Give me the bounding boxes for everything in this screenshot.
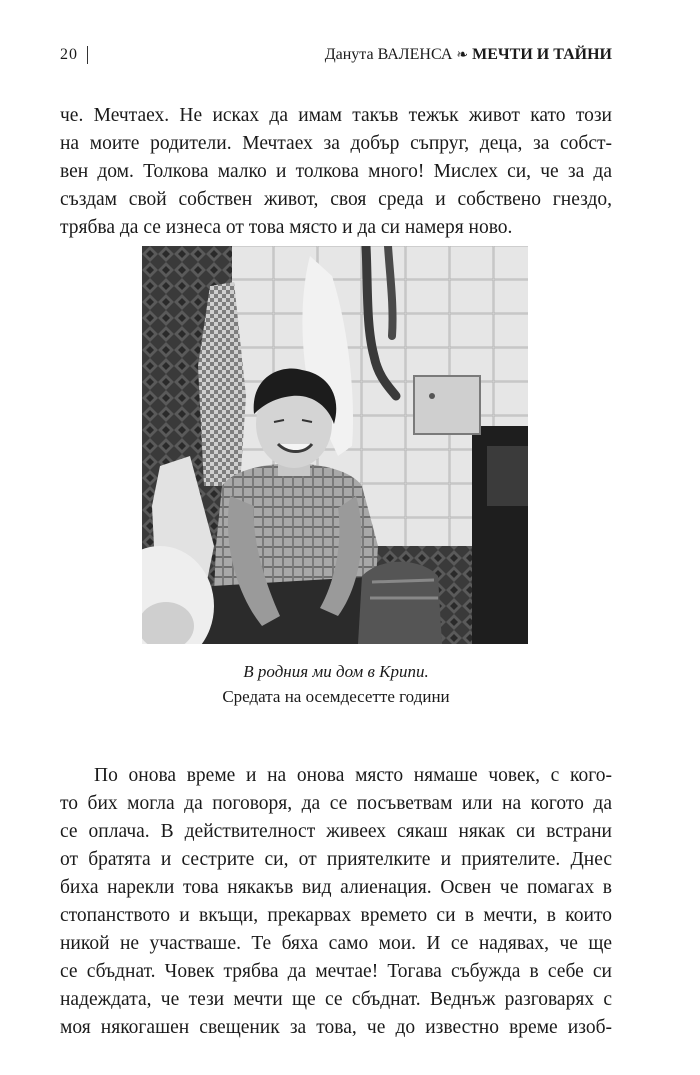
text-line: стопанството и вкъщи, прекарвах времето си в мечти, в които: [60, 905, 612, 926]
paragraph-bottom: [60, 762, 612, 1042]
text-line: от братята и сестрите си, от приятелките и приятелите. Днес: [60, 849, 612, 870]
running-header: [60, 42, 612, 72]
text-line: надеждата, че тези мечти ще се сбъднат. Веднъж разговарях с: [60, 989, 612, 1010]
text-line: По онова време и на онова място нямаше човек, с кого-: [94, 765, 612, 786]
text-line: моя някогашен свещеник за това, че до известно време изоб-: [60, 1017, 612, 1038]
text-line: се оплача. В действителност живеех сякаш някак си встрани: [60, 821, 612, 842]
text-line: то бих могла да поговоря, да се посъветвам или на когото да: [60, 793, 612, 814]
page-number: 20: [60, 46, 78, 63]
text-line: че. Мечтаех. Не исках да имам такъв тежък живот като този: [60, 105, 612, 126]
text-line: трябва да се изнеса от това място и да си намеря ново.: [60, 217, 513, 238]
text-line: на моите родители. Мечтаех за добър съпруг, деца, за собст-: [60, 133, 612, 154]
text-line: вен дом. Толкова малко и толкова много! Мислех си, че за да: [60, 161, 612, 182]
paragraph-top: [60, 102, 612, 242]
text-line: никой не участваше. Те бяха само мои. И се надявах, че ще: [60, 933, 612, 954]
running-head: [325, 46, 612, 64]
photograph: [142, 246, 528, 644]
book-title: МЕЧТИ И ТАЙНИ: [472, 46, 612, 63]
author-name: Данута ВАЛЕНСА: [324, 46, 453, 63]
header-divider: [87, 46, 88, 64]
text-line: създам свой собствен живот, своя среда и собствено гнездо,: [60, 189, 612, 210]
text-line: се сбъднат. Човек трябва да мечтае! Тогава събужда в себе си: [60, 961, 612, 982]
caption-line-2: Средата на осемдесетте години: [222, 687, 450, 706]
ornament-icon: ❧: [456, 48, 469, 63]
text-line: биха нарекли това някакъв вид алиенация. Освен че помагах в: [60, 877, 612, 898]
caption-line-1: В родния ми дом в Крипи.: [243, 662, 429, 681]
